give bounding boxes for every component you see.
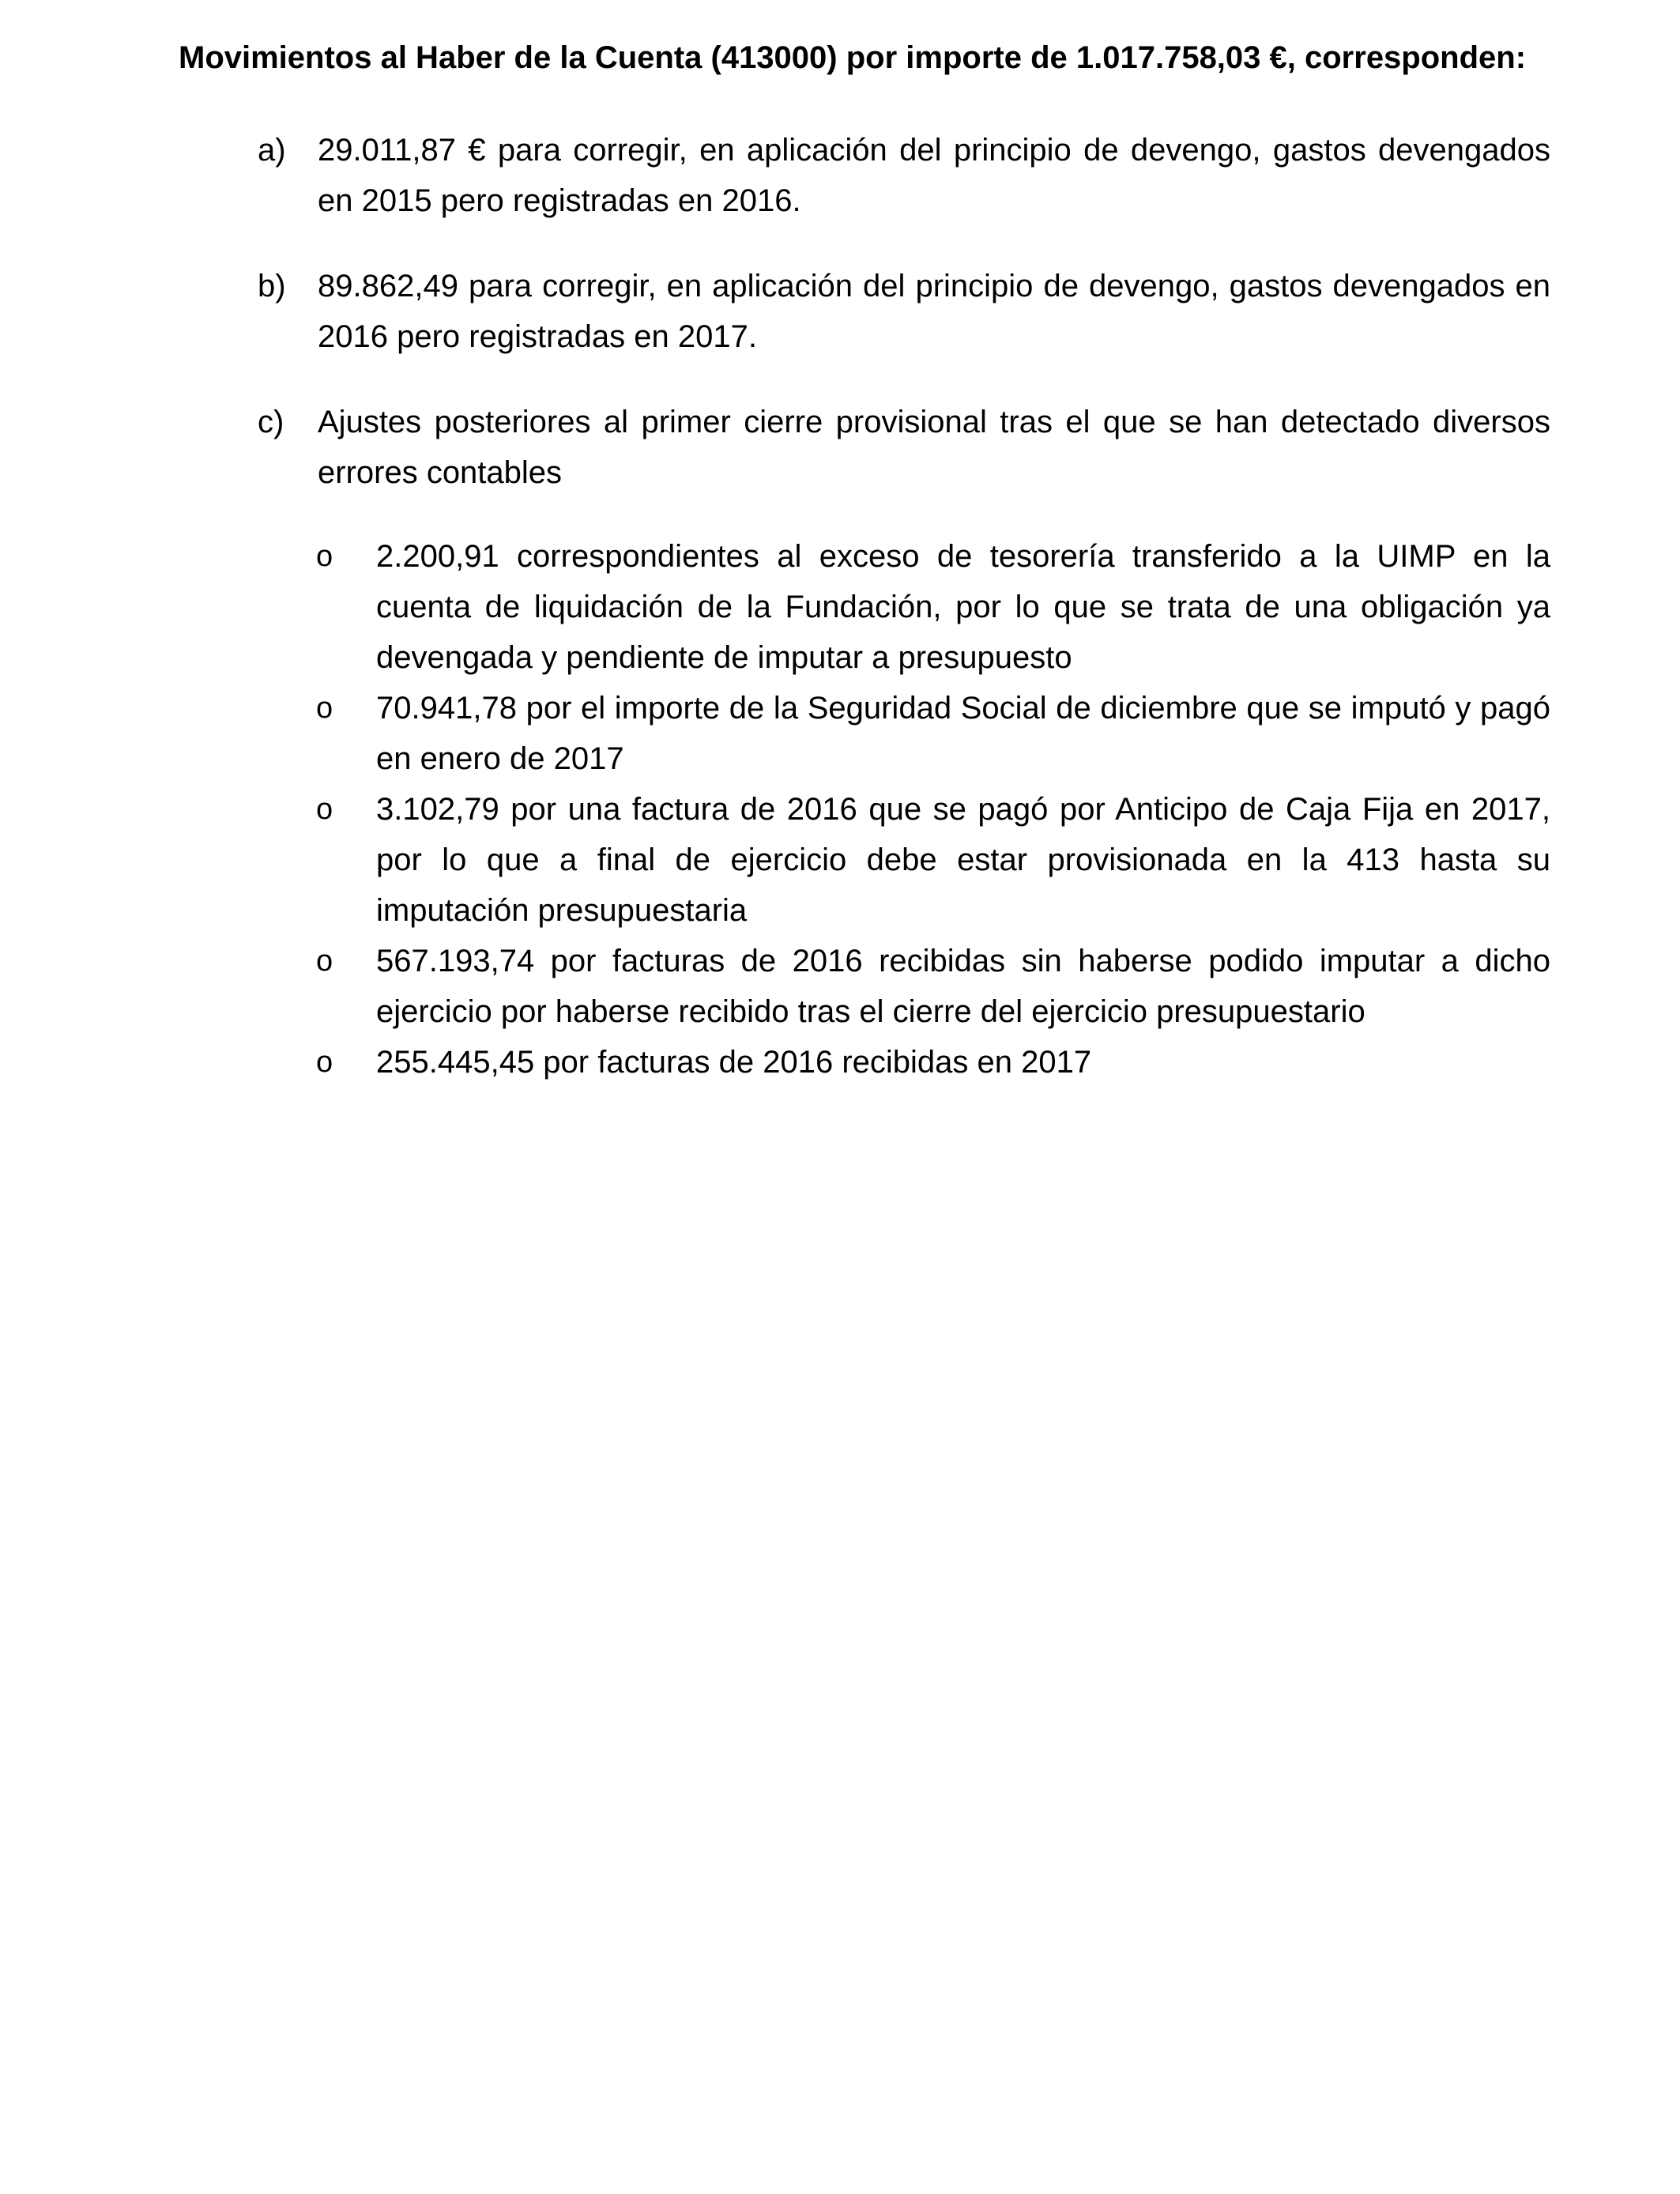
sub-list-item-text: 3.102,79 por una factura de 2016 que se pagó por Anticipo de Caja Fija en 2017, por lo que a final de ejercicio debe estar provisionada en la 413 hasta su imputación presupuestaria [376, 792, 1550, 928]
sub-list-item [316, 1037, 1550, 1088]
sub-list-item [316, 784, 1550, 936]
list-item-text: 89.862,49 para corregir, en aplicación del principio de devengo, gastos devengados en 2016 pero registradas en 2017. [318, 269, 1550, 354]
list-item-b [258, 261, 1550, 362]
sub-list-item-text: 70.941,78 por el importe de la Seguridad Social de diciembre que se imputó y pagó en enero de 2017 [376, 691, 1550, 776]
sub-list-item [316, 936, 1550, 1037]
bullet-icon: o [316, 944, 333, 978]
sub-list-item-text: 2.200,91 correspondientes al exceso de tesorería transferido a la UIMP en la cuenta de liquidación de la Fundación, por lo que se trata de una obligación ya devengada y pendiente de imputar a presupuesto [376, 539, 1550, 675]
list-marker: c) [258, 405, 284, 439]
sub-list-item [316, 531, 1550, 683]
sub-list-item-text: 255.445,45 por facturas de 2016 recibidas en 2017 [376, 1045, 1092, 1080]
bullet-icon: o [316, 793, 333, 826]
list-marker: a) [258, 133, 286, 168]
page-heading: Movimientos al Haber de la Cuenta (413000) por importe de 1.017.758,03 €, corresponden: [179, 40, 1527, 75]
list-item-a [258, 125, 1550, 226]
list-item-text: 29.011,87 € para corregir, en aplicación del principio de devengo, gastos devengados en 2015 pero registradas en 2016. [318, 133, 1550, 218]
list-item-text: Ajustes posteriores al primer cierre provisional tras el que se han detectado diversos errores contables [318, 405, 1550, 490]
sub-list-item-text: 567.193,74 por facturas de 2016 recibidas sin haberse podido imputar a dicho ejercicio por haberse recibido tras el cierre del ejercicio presupuestario [376, 944, 1550, 1029]
list-item-c [258, 397, 1550, 498]
bullet-icon: o [316, 1046, 333, 1079]
bullet-icon: o [316, 692, 333, 725]
sub-list-item [316, 683, 1550, 784]
bullet-icon: o [316, 540, 333, 573]
list-marker: b) [258, 269, 286, 303]
